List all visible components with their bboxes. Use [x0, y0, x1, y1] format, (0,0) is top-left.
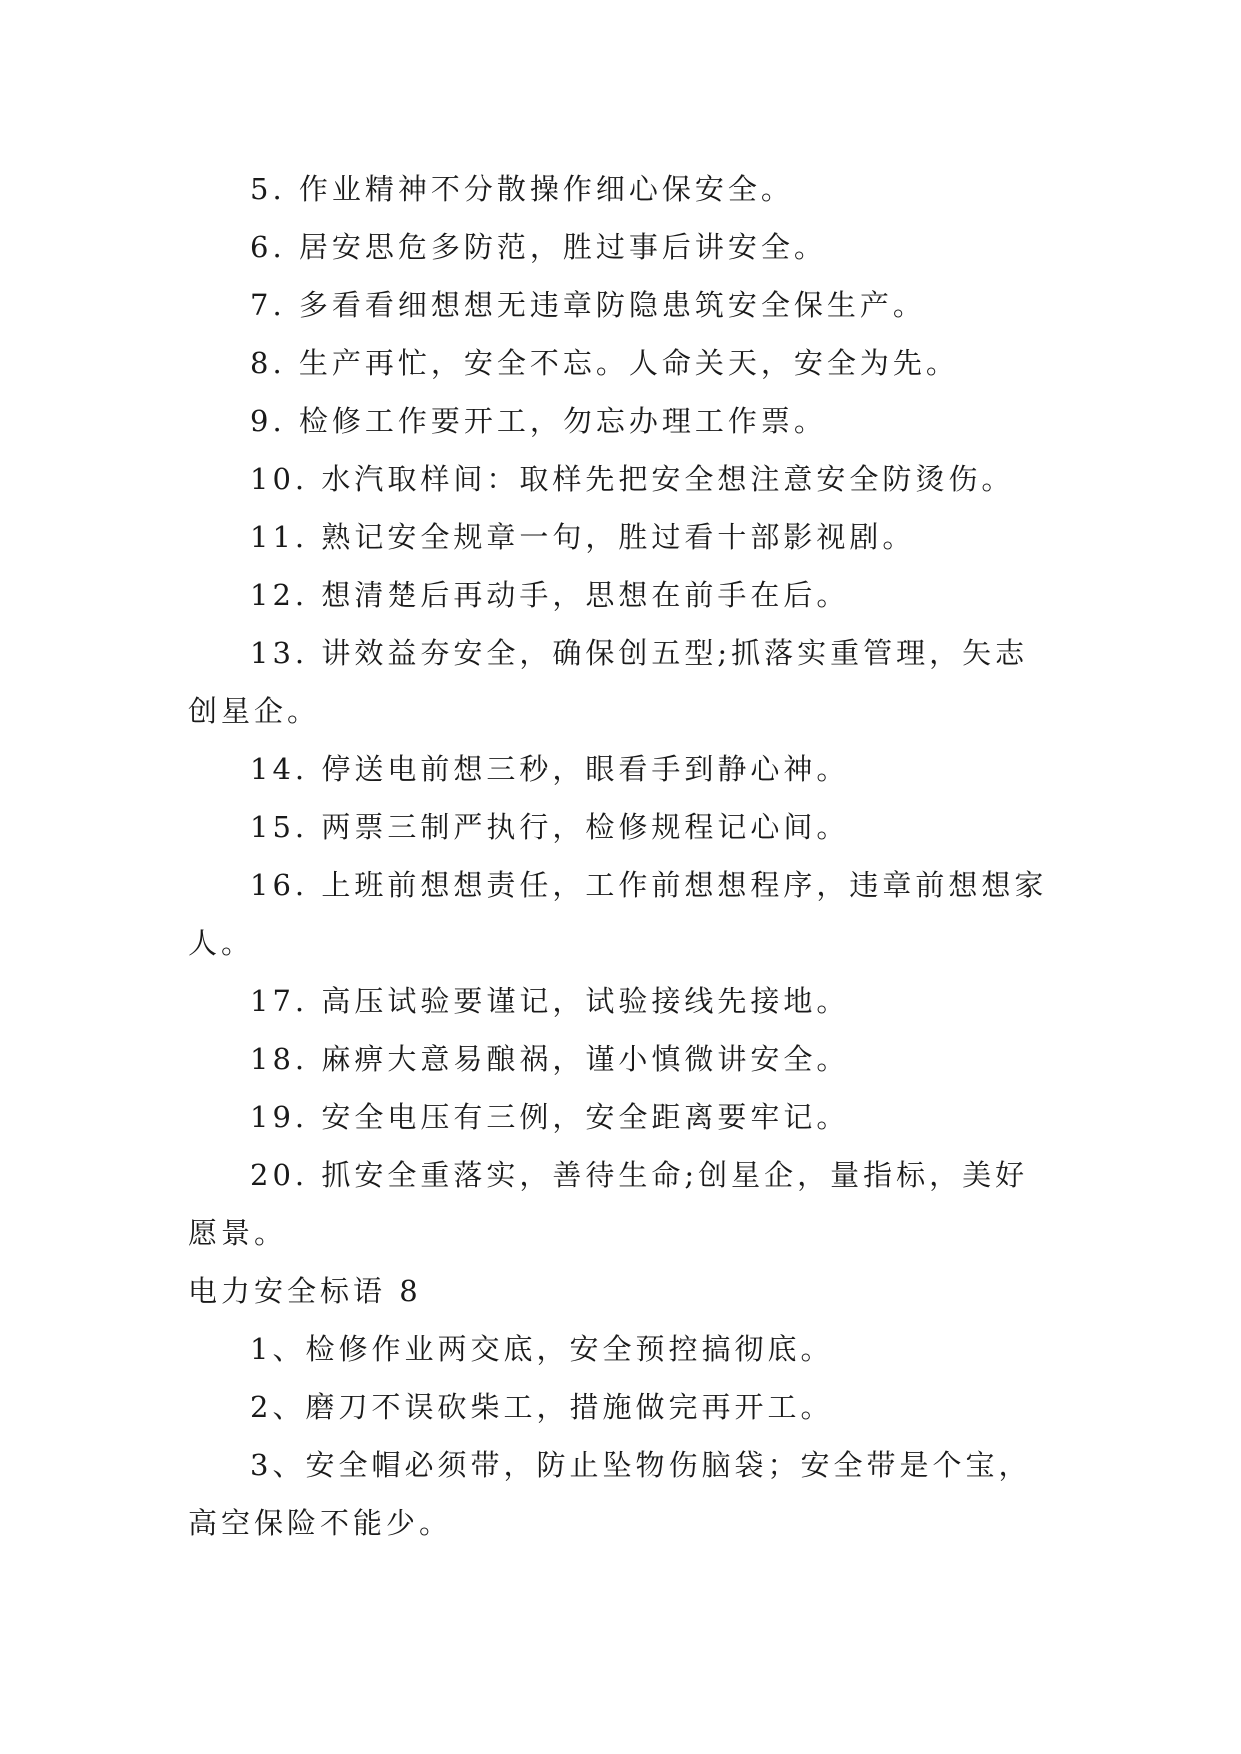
list-item: 14. 停送电前想三秒，眼看手到静心神。	[250, 752, 850, 786]
list-item: 3、安全帽必须带，防止坠物伤脑袋；安全带是个宝，高空保险不能少。	[188, 1448, 1032, 1540]
list-item: 11. 熟记安全规章一句，胜过看十部影视剧。	[250, 520, 916, 554]
list-item: 1、检修作业两交底，安全预控搞彻底。	[250, 1332, 834, 1366]
list-item: 2、磨刀不误砍柴工，措施做完再开工。	[250, 1390, 834, 1424]
section-heading: 电力安全标语 8	[188, 1274, 422, 1308]
list-item: 10. 水汽取样间：取样先把安全想注意安全防烫伤。	[250, 462, 1015, 496]
list-item: 8. 生产再忙，安全不忘。人命关天，安全为先。	[250, 346, 959, 380]
list-item: 20. 抓安全重落实，善待生命;创星企，量指标，美好愿景。	[188, 1158, 1029, 1250]
list-item: 9. 检修工作要开工，勿忘办理工作票。	[250, 404, 827, 438]
list-item: 19. 安全电压有三例，安全距离要牢记。	[250, 1100, 850, 1134]
list-item: 13. 讲效益夯安全，确保创五型;抓落实重管理，矢志创星企。	[188, 636, 1029, 728]
list-item: 5. 作业精神不分散操作细心保安全。	[250, 172, 794, 206]
list-item: 7. 多看看细想想无违章防隐患筑安全保生产。	[250, 288, 926, 322]
list-item: 18. 麻痹大意易酿祸，谨小慎微讲安全。	[250, 1042, 850, 1076]
list-item: 17. 高压试验要谨记，试验接线先接地。	[250, 984, 850, 1018]
document-body	[188, 160, 1048, 1552]
list-item: 16. 上班前想想责任，工作前想想程序，违章前想想家人。	[188, 868, 1048, 960]
list-item: 12. 想清楚后再动手，思想在前手在后。	[250, 578, 850, 612]
list-item: 6. 居安思危多防范，胜过事后讲安全。	[250, 230, 827, 264]
list-item: 15. 两票三制严执行，检修规程记心间。	[250, 810, 850, 844]
